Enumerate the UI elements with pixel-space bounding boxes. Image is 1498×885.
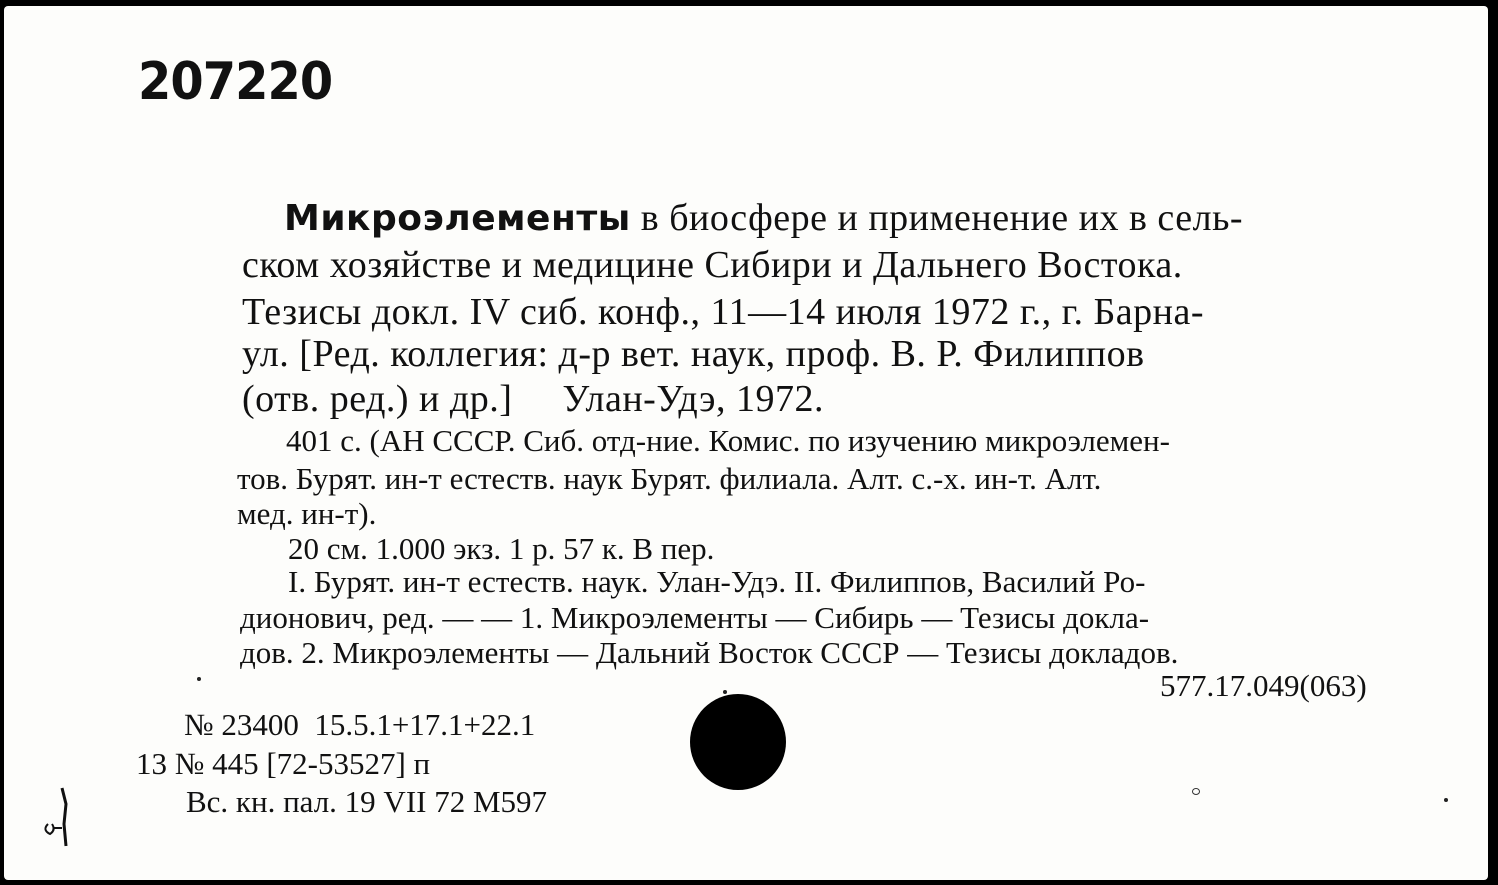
title-line-1-rest: в биосфере и применение их в сель-: [640, 197, 1244, 239]
description-line-1: 401 с. (АН СССР. Сиб. отд-ние. Комис. по изучению микроэлемен-: [286, 423, 1170, 458]
card-number: 207220: [138, 52, 333, 112]
description-line-2: тов. Бурят. ин-т естеств. наук Бурят. филиала. Алт. с.-х. ин-т. Алт.: [237, 461, 1102, 496]
title-line-4: ул. [Ред. коллегия: д-р вет. наук, проф. В. Р. Филиппов: [242, 333, 1145, 375]
punch-hole: [690, 694, 786, 790]
footer-line-2: [136, 746, 430, 782]
footer-prefix: 13: [136, 746, 167, 781]
classification-number: 577.17.049(063): [1160, 668, 1367, 703]
description-line-3: мед. ин-т).: [237, 496, 377, 531]
footer-line-3: Вс. кн. пал. 19 VII 72 M597: [186, 784, 548, 819]
title-keyword: Микроэлементы: [284, 198, 631, 239]
subjects-line-1: I. Бурят. ин-т естеств. наук. Улан-Удэ. II. Филиппов, Василий Ро-: [288, 564, 1146, 599]
title-line-5: (отв. ред.) и др.] Улан-Удэ, 1972.: [242, 378, 824, 420]
speck-1: [197, 677, 201, 681]
title-line-3: Тезисы докл. IV сиб. конф., 11—14 июля 1972 г., г. Барна-: [242, 291, 1204, 333]
speck-2: [723, 690, 727, 694]
footer-line-1: № 23400 15.5.1+17.1+22.1: [184, 707, 536, 742]
subjects-line-3: дов. 2. Микроэлементы — Дальний Восток СССР — Тезисы докладов.: [240, 635, 1179, 670]
title-line-2: ском хозяйстве и медицине Сибири и Дальнего Востока.: [242, 244, 1183, 286]
speck-4: [1192, 788, 1200, 795]
subjects-line-2: дионович, ред. — — 1. Микроэлементы — Сибирь — Тезисы доклa-: [240, 600, 1150, 635]
handwritten-mark-icon: [40, 784, 80, 854]
speck-3: [1444, 798, 1448, 802]
format-line: 20 см. 1.000 экз. 1 р. 57 к. В пер.: [288, 531, 715, 566]
title-line-1: [284, 196, 1243, 241]
footer-line-2-text: № 445 [72-53527] п: [174, 746, 431, 781]
